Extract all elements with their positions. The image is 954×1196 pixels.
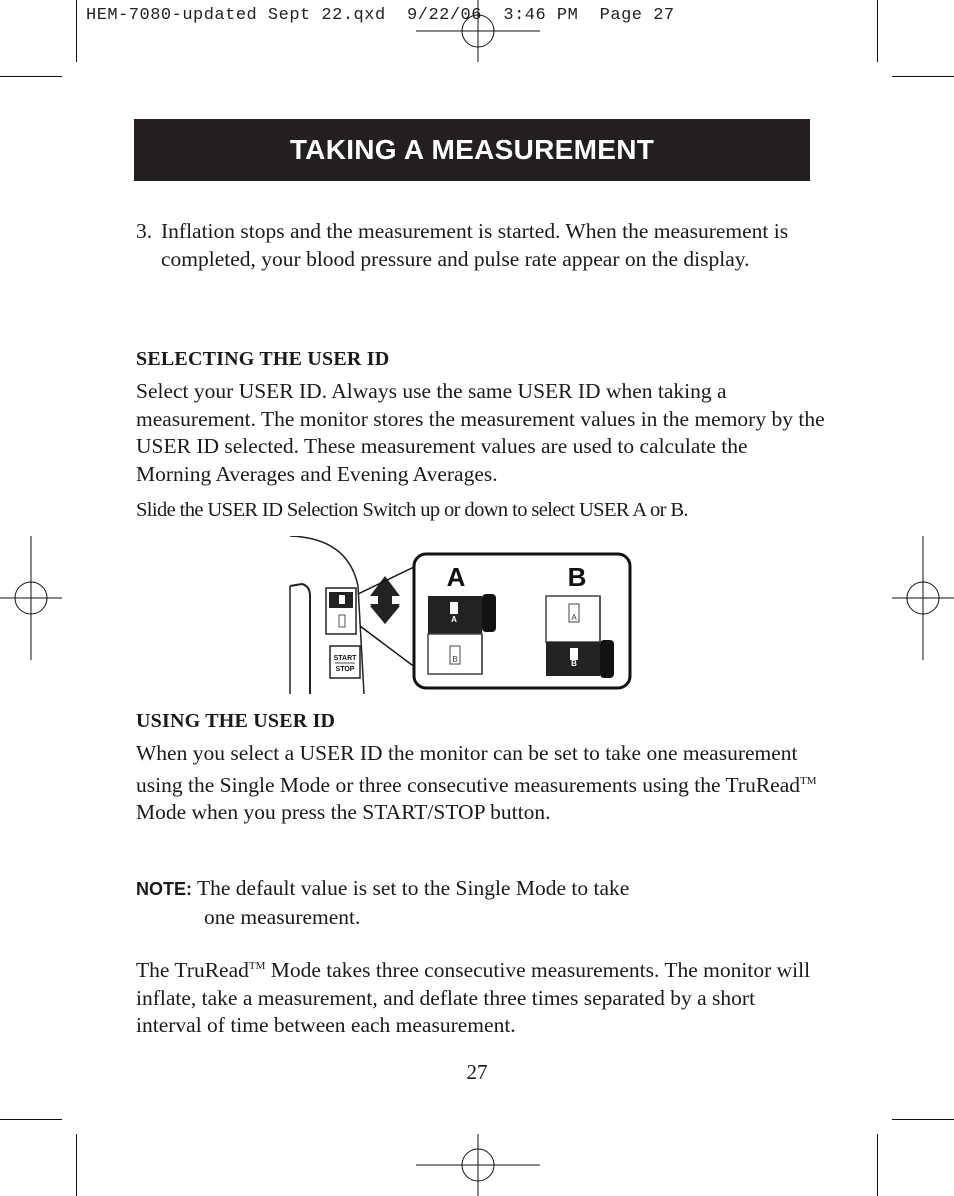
slot-b-inactive: B [452, 655, 458, 664]
registration-mark-right [892, 536, 954, 660]
slot-a-active: A [451, 615, 457, 624]
registration-mark-bottom [416, 1134, 540, 1196]
selection-switch-instruction: Slide the USER ID Selection Switch up or down to select USER A or B. [136, 499, 688, 521]
trademark-mark: TM [800, 774, 817, 787]
slot-a-inactive: A [571, 613, 577, 622]
truread-paragraph [136, 953, 826, 1040]
user-a-label: A [446, 562, 466, 592]
note-block [136, 875, 826, 931]
trademark-mark: TM [248, 960, 266, 972]
using-user-id-body [136, 740, 826, 827]
using-user-id-heading: USING THE USER ID [136, 710, 336, 732]
registration-mark-left [0, 536, 62, 660]
user-b-label: B [567, 562, 587, 592]
crop-mark-top-left-v [76, 0, 77, 62]
crop-mark-bottom-right-h [892, 1119, 954, 1120]
step-3 [136, 218, 826, 273]
using-body-part2: Mode when you press the START/STOP button. [136, 800, 551, 824]
truread-part2: Mode takes three consecutive measurements. The monitor will inflate, take a measurement, and deflate three times separated by a short interval of time between each measurement. [136, 958, 811, 1037]
crop-mark-top-left-h [0, 76, 62, 77]
registration-mark-top [416, 0, 540, 62]
section-title: TAKING A MEASUREMENT [289, 134, 655, 165]
page-number: 27 [466, 1060, 488, 1084]
truread-part1: The TruRead [136, 958, 249, 982]
crop-mark-bottom-left-v [76, 1134, 77, 1196]
print-slug: HEM-7080-updated Sept 22.qxd 9/22/06 3:46 PM Page 27 [86, 6, 675, 25]
crop-mark-bottom-right-v [877, 1134, 878, 1196]
stop-label: STOP [335, 666, 355, 673]
start-label: START [333, 655, 357, 662]
user-id-switch-illustration [288, 536, 634, 694]
note-line-2: one measurement. [204, 904, 361, 929]
slot-b-active: B [571, 659, 577, 668]
step-number: 3. [136, 219, 153, 243]
crop-mark-top-right-v [877, 0, 878, 62]
using-body-part1: When you select a USER ID the monitor can be set to take one measurement using the Single Mode or three consecutive measurements using the TruRead [136, 741, 800, 797]
step-text: Inflation stops and the measurement is started. When the measurement is completed, your blood pressure and pulse rate appear on the display. [161, 219, 789, 271]
selecting-user-id-heading: SELECTING THE USER ID [136, 348, 390, 370]
note-label: NOTE: [136, 879, 192, 899]
crop-mark-bottom-left-h [0, 1119, 62, 1120]
selecting-user-id-body: Select your USER ID. Always use the same USER ID when taking a measurement. The monitor stores the measurement values in the memory by the USER ID selected. These measurement values are used to calculate the Morning Averages and Evening Averages. [136, 379, 825, 486]
crop-mark-top-right-h [892, 76, 954, 77]
note-line-1: The default value is set to the Single Mode to take [197, 876, 630, 900]
section-banner [134, 119, 810, 181]
